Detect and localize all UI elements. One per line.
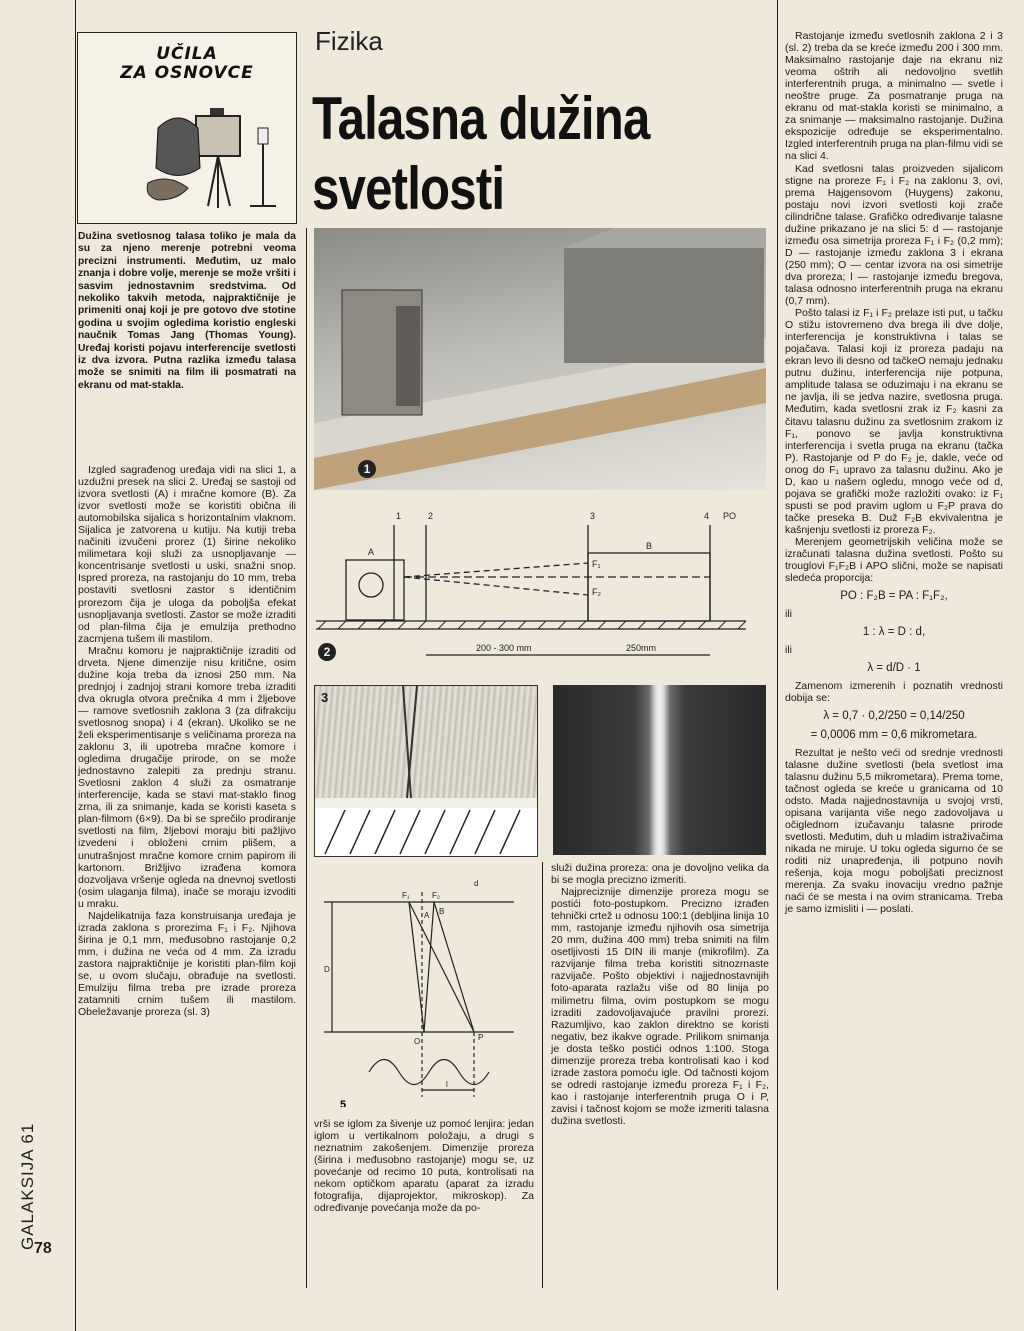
paragraph: vrši se iglom za šivenje uz pomoć lenjira: jedan iglom u vertikalnom položaju, a drugi s neznatnim zakošenjem. Dimenzije proreza (širina i međusobno rastojanje) mogu se, uz povećanje od recimo 10 puta, kontrolisati na nekom optičkom aparatu (aparat za izradu fotografija, dijaprojektor, mikroskop). Za određivanje povećanja može da po-: [314, 1118, 534, 1215]
figure-label: PO: [723, 511, 737, 521]
formula: λ = d/D · 1: [867, 662, 921, 675]
figure-label: F₁: [592, 559, 601, 569]
column-rule: [777, 0, 778, 1290]
paragraph: Kad svetlosni talas proizveden sijalicom stigne na proreze F₁ i F₂ na zaklonu 3, ovi, prema Hajgensovom (Huygens) zakonu, postaju novi izvori svetlosti koji zrače cilindrične talase. Grafičko određivanje talasne dužine prikazano je na slici 5: d — rastojanje između osa simetrija proreza F₁ i F₂ (0,2 mm); D — rastojanje između zaklona 3 i ekrana (250 mm); O — centar izvora na osi simetrije dva proreza; l — rastojanje između bregova, talasa odnosno interferentnih pruga na ekranu (0,7 mm).: [785, 162, 1003, 308]
section-label: Fizika: [315, 26, 383, 56]
badge-title: UČILA ZA OSNOVCE: [120, 44, 254, 83]
series-badge: [77, 32, 297, 224]
figure-number: 2: [318, 643, 336, 661]
paragraph: Rezultat je nešto veći od srednje vrednosti talasne dužine svetlosti (bela svetlost ima talasnu dužinu 5,5 mikrometara). Prema tome, tačnost ogleda se kreće u granicama od 10 odsto. Mada najjednostavnija u svojoj vrsti, opisana varijanta više nego zadovoljava u očiglednom izučavanju talasne prirode svetlosti. Međutim, duh u mladim istraživačima nikada ne miruje. U toku ogleda sigurno će se roditi niz unapređenja, ili potpuno novih rešenja, koja mogu poboljšati preciznost merenja. Za svaku inovaciju vredno pažnje naći će se mesta i na ovim stranicama. Treba je samo izmisliti i — poslati.: [785, 746, 1003, 916]
figure-label: 4: [704, 511, 710, 521]
paragraph: služi dužina proreza: ona je dovoljno velika da bi se mogla precizno izmeriti.: [551, 862, 769, 887]
figure-label: F₂: [592, 587, 601, 597]
formula: λ = 0,7 · 0,2/250 = 0,14/250: [823, 710, 965, 723]
figure-label: D: [324, 965, 330, 974]
formula-connector: ili: [785, 608, 792, 621]
page-number: 78: [34, 1240, 52, 1257]
paragraph: Rastojanje između svetlosnih zaklona 2 i 3 (sl. 2) treba da se kreće između 200 i 300 mm. Maksimalno rastojanje daje na ekranu niz veoma oštrih ali nedovoljno svetlih interferentnih pruga, a minimalno — svetle i neoštre pruge. Za posmatranje pruga na ekranu od mat-stakla koristi se minimalno, a za snimanje — maksimalno rastojanje. Dužina ekspozicije određuje se eksperimentalno. Izgled interferentnih pruga na plan-filmu vidi se na slici 4.: [785, 30, 1003, 163]
formula: PO : F₂B = PA : F₁F₂,: [840, 590, 948, 603]
body-column-4: [785, 30, 1003, 915]
paragraph: Najpreciznije dimenzije proreza mogu se postići foto-postupkom. Precizno izrađen tehnički crtež u odnosu 100:1 (debljina linija 10 mm, rastojanje između njihovih osa simetrija 20 mm, dužina 400 mm) treba snimiti na film osetljivosti 15 DIN ili manje (mikrofilm). Za razvijanje filma treba koristiti sitnozrnaste razvijače. Pošto objektivi i najjednostavnijih foto-aparata razlažu više od 80 linija po milimetru filma, ovim postupkom se mogu izraditi zadovoljavajuće pravilni prorezi. Razumljivo, kao zaklon direktno se koristi negativ, bez ikakve ograde. Prilikom snimanja je dosta teško postići odnos 1:100. Stoga dimenzije proreza treba kontrolisati kao i kod izrade zastora pomoću igle. Od tačnosti kojom se odredi rastojanje između proreza F₁ i F₂, kao i rastojanje interferentnih pruga O i P, zavisi i tačnost kojom se može izmeriti talasna dužina svetlosti.: [551, 886, 769, 1127]
paragraph: Najdelikatnija faza konstruisanja uređaja je izrada zaklona s prorezima F₁ i F₂. Njihova širina je 0,1 mm, međusobno rastojanje 0,2 mm, i dužina ne veća od 4 mm. Za izradu zastora najpraktičnije je koristiti plan-film koji se, u ovom slučaju, obrađuje na svetlosti. Emulziju filma treba pre izrade proreza zatamniti crnim tušem ili mastilom. Obeležavanje proreza (sl. 3): [78, 909, 296, 1019]
figure-label: 3: [590, 511, 596, 521]
paragraph: Mračnu komoru je najpraktičnije izraditi od drveta. Njene dimenzije nisu kritične, osim dužine koja treba da iznosi 250 mm. Na prednjoj i zadnjoj strani komore treba izraditi dva okrugla otvora prečnika 4 mm i žljebove — ramove svetlosnih zaklona 3 (za difrakciju svetlosnog snopa) i 4 (ekran). Ukoliko se ne želi eksperimentisanje s veličinama proreza na zaklonu 3, ili upotreba mračne komore i ogledima drugačije prirode, on se može jednostavno zalepiti za prednju stranu. Svetlosni zaklon 4 služi za osmatranje interferencije, kada se stavi mat-staklo finog zrna, ili za snimanje, kada se koristi kaseta s plan-filmom (6×9). Da bi se sprečilo prodiranje svetlosti na film, žljebovi moraju biti pažljivo izvedeni i obloženi crnim plišem, a unutrašnjost mračne komore crnim papirom ili kartonom. Brižljivo izrađena komora dozvoljava vršenje ogleda na dnevnoj svetlosti (osim ulaganja filma), inače se moraju izvoditi u mraku.: [78, 644, 296, 910]
figure-label: 1: [396, 511, 402, 521]
figure-label: 2: [428, 511, 434, 521]
formula: = 0,0006 mm = 0,6 mikrometara.: [810, 728, 978, 741]
paragraph: Merenjem geometrijskih veličina može se izračunati talasna dužina svetlosti. Pošto su trouglovi F₁F₂B i APO slični, može se napisati sledeća proporcija:: [785, 535, 1003, 585]
column-rule: [306, 228, 307, 1288]
dimension-label: 250mm: [626, 643, 657, 653]
magazine-name: GALAKSIJA 61: [18, 1122, 37, 1250]
figure-label: A: [424, 911, 430, 920]
figure-number: 5: [340, 1099, 347, 1107]
figure-label: F₂: [432, 891, 440, 900]
paragraph: Pošto talasi iz F₁ i F₂ prelaze isti put, u tačku O stižu istovremeno dva brega ili dve dolje, interferencija je konstruktivna i talas se pojačava. Talasi koji iz proreza padaju na ekran levo ili desno od tačkeO nemaju jednaku putnu dužinu, interferencija nije potpuna, amplitude talasa se oduzimaju i na ekranu se ne javlja, ili se jedva nazire, svetlosna pruga. Međutim, kada svetlosni zrak iz F₂ kasni za čitavu talasnu dužinu za svetlosnim zrakom iz F₁, ponovo se javlja konstruktivna interferencija i svetla pruga na ekranu (tačka P). Rastojanje od P do F₂ je, dakle, veće od onog do F₁ upravo za talasnu dužinu. Ako je D, kao u našem ogledu, mnogo veće od d, pojava se grafički može razložiti ovako: iz F₁ spusti se pod pravim uglom u F₂P prava do tačke preseka B. Duž F₂B ekvivalentna je kašnjenju svetlosti iz proreza F₂.: [785, 307, 1003, 536]
figure-label: B: [646, 541, 653, 551]
figure-2-cross-section-diagram: [316, 505, 771, 675]
figure-label: F₁: [402, 891, 410, 900]
apparatus-photo-drawing: [314, 228, 766, 490]
dimension-label: 200 - 300 mm: [476, 643, 532, 653]
figure-label: P: [478, 1033, 484, 1042]
figure-number: 3: [321, 690, 329, 705]
slit-marking-drawing: [315, 686, 537, 856]
figure-3-photo: [314, 685, 538, 857]
figure-label: A: [368, 547, 375, 557]
figure-5-geometry-diagram: [314, 872, 539, 1107]
body-column-2: [314, 1118, 534, 1214]
left-margin-rule: [75, 0, 76, 1331]
body-column-3: [551, 862, 769, 1127]
body-column-1: [78, 464, 296, 1018]
figure-label: l: [446, 1080, 448, 1089]
formula-connector: ili: [785, 644, 792, 657]
figure-number: 1: [358, 460, 376, 478]
lead-paragraph: Dužina svetlosnog talasa toliko je mala da su za njeno merenje potrebni veoma precizni instrumenti. Međutim, uz malo znanja i dobre volje, merenje se može vršiti i sasvim jednostavnim sredstvima. Od nekoliko takvih metoda, najpraktičnije je primeniti onaj koji je pre gotovo dve stotine godina u svojim ogledima koristio engleski naučnik Tomas Jang (Thomas Young). Uređaj koristi pojavu interferencije svetlosti iz dva izvora. Putna razlika između talasa može se snimiti na film ili posmatrati na ekranu od mat-stakla.: [78, 231, 296, 391]
figure-label: B: [439, 907, 445, 916]
page-title: Talasna dužina svetlosti: [312, 85, 650, 222]
figure-label: d: [474, 879, 479, 888]
cartoon-camera-illustration: [138, 88, 278, 218]
column-rule: [542, 862, 543, 1288]
figure-4-interference-photo: [553, 685, 766, 855]
figure-1-photo: [314, 228, 766, 490]
paragraph: Izgled sagrađenog uređaja vidi na slici 1, a uzdužni presek na slici 2. Uređaj se sastoji od izvora svetlosti (A) i mračne komore (B). Za izvor svetlosti može se koristiti obična ili automobilska sijalica s horizontalnim vlaknom. Sijalica je zatvorena u kutiju. Na kutiji treba načiniti izvučeni prorez (1) širine nekoliko milimetara koji služi za usnopljavanje — koncentrisanje svetlosti u uski, snažni snop. Ispred proreza, na rastojanju do 10 mm, treba postaviti svetlosni zastor s identičnim prorezom čija je uloga da poboljša efekat usnopljavanja svetlosti. Zastor se može izraditi od plan-filma čija je emulzija prethodno zacrnjena tušem ili mastilom.: [78, 464, 296, 645]
formula: 1 : λ = D : d,: [862, 626, 926, 639]
paragraph: Zamenom izmerenih i poznatih vrednosti dobija se:: [785, 680, 1003, 705]
figure-label: O: [414, 1037, 421, 1046]
